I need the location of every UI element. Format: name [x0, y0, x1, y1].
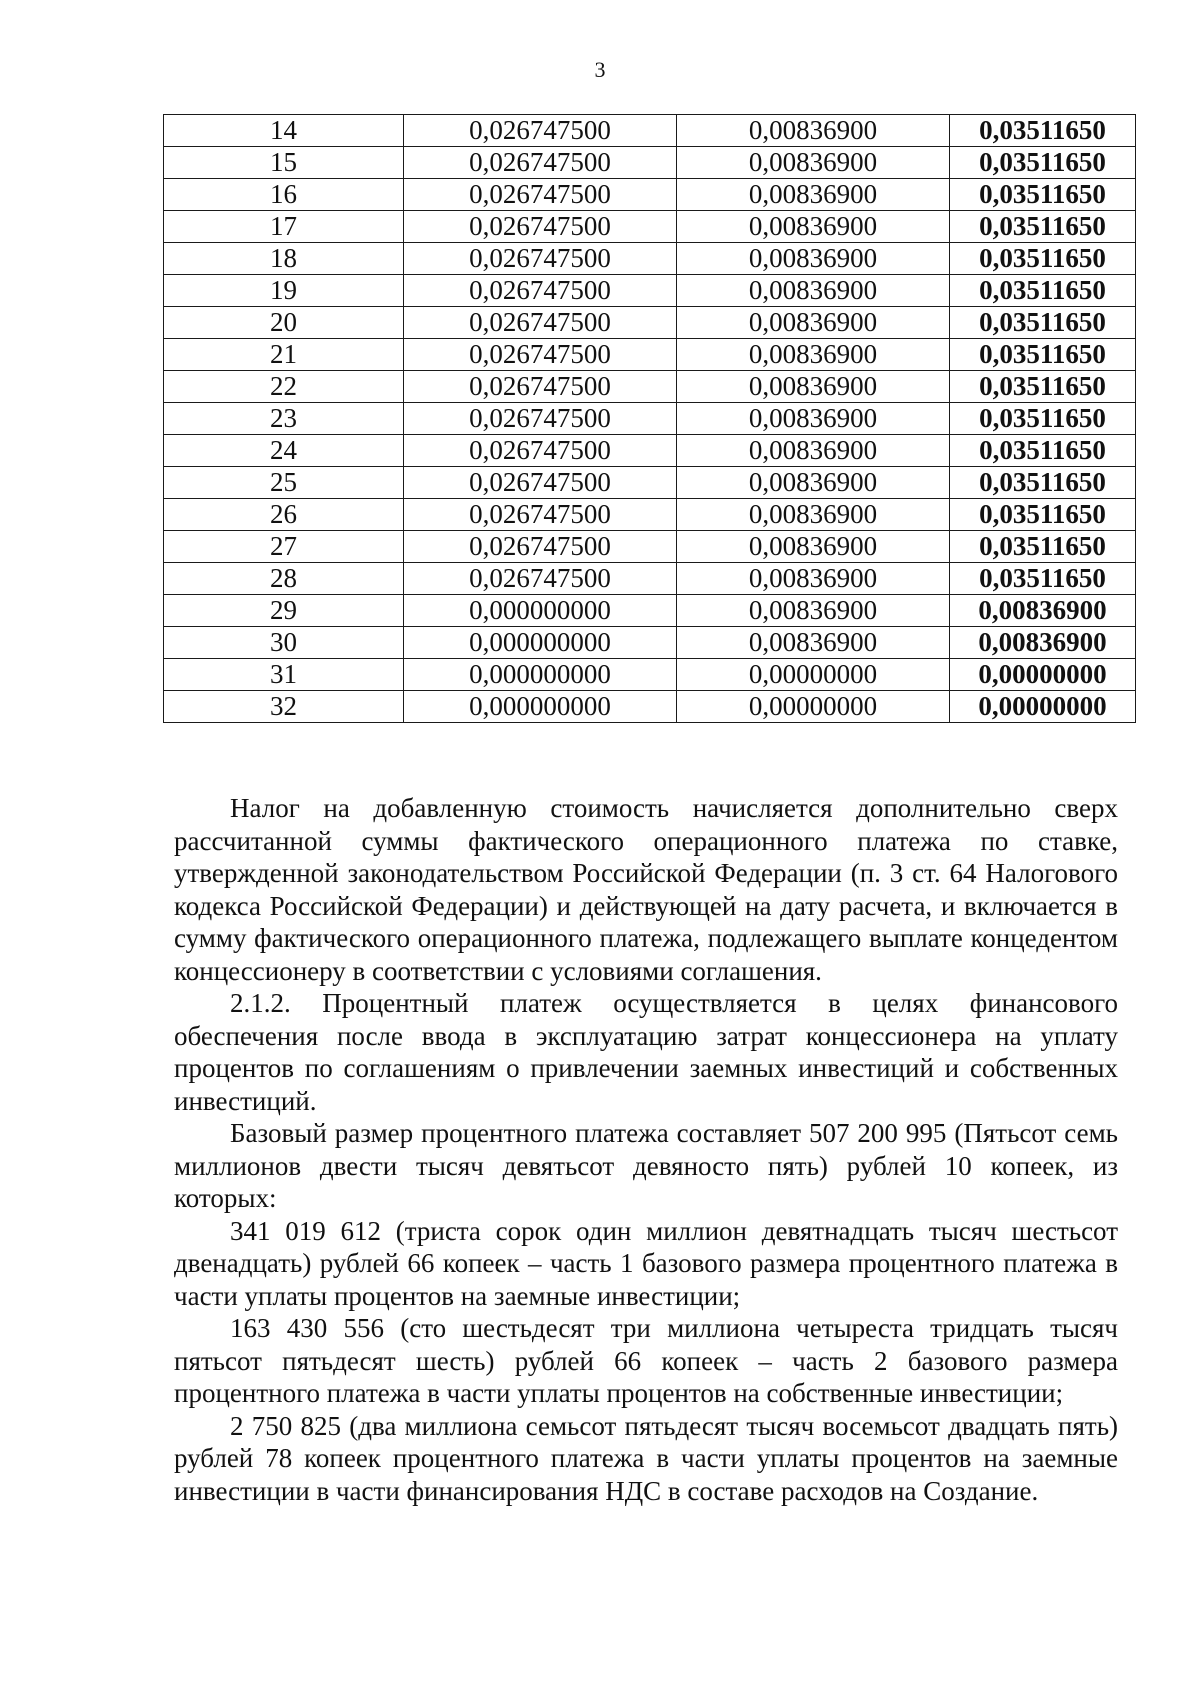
rate-a-cell: 0,026747500: [404, 467, 677, 499]
rate-b-cell: 0,00000000: [677, 659, 950, 691]
rate-total-cell: 0,03511650: [950, 531, 1136, 563]
rate-a-cell: 0,000000000: [404, 595, 677, 627]
rate-b-cell: 0,00836900: [677, 243, 950, 275]
rate-a-cell: 0,026747500: [404, 147, 677, 179]
paragraph-part-2: 163 430 556 (сто шестьдесят три миллиона четыреста тридцать тысяч пятьсот пятьдесят шесть) рублей 66 копеек – часть 2 базового размера процентного платежа в части уплаты процентов на собственные инвестиции;: [174, 1313, 1118, 1408]
period-number-cell: 14: [164, 115, 404, 147]
period-number-cell: 27: [164, 531, 404, 563]
rate-total-cell: 0,03511650: [950, 275, 1136, 307]
table-row: [164, 467, 1136, 499]
rate-total-cell: 0,03511650: [950, 147, 1136, 179]
table-row: [164, 499, 1136, 531]
rate-a-cell: 0,000000000: [404, 659, 677, 691]
rate-b-cell: 0,00836900: [677, 627, 950, 659]
page-number: 3: [594, 57, 606, 82]
period-number-cell: 29: [164, 595, 404, 627]
period-number-cell: 17: [164, 211, 404, 243]
payment-rates-table-body: [164, 115, 1136, 723]
rate-a-cell: 0,026747500: [404, 211, 677, 243]
period-number-cell: 24: [164, 435, 404, 467]
rate-a-cell: 0,026747500: [404, 275, 677, 307]
rate-b-cell: 0,00836900: [677, 595, 950, 627]
rate-b-cell: 0,00836900: [677, 179, 950, 211]
table-row: [164, 691, 1136, 723]
period-number-cell: 32: [164, 691, 404, 723]
rate-b-cell: 0,00836900: [677, 339, 950, 371]
rate-b-cell: 0,00836900: [677, 435, 950, 467]
rate-a-cell: 0,026747500: [404, 531, 677, 563]
rate-b-cell: 0,00836900: [677, 403, 950, 435]
paragraph-vat-financing: 2 750 825 (два миллиона семьсот пятьдесят тысяч восемьсот двадцать пять) рублей 78 копеек процентного платежа в части уплаты процентов на заемные инвестиции в части финансирования НДС в составе расходов на Создание.: [174, 1410, 1118, 1506]
rate-a-cell: 0,026747500: [404, 179, 677, 211]
paragraph-interest-payment: 2.1.2. Процентный платеж осуществляется в целях финансового обеспечения после ввода в эксплуатацию затрат концессионера на уплату процентов по соглашениям о привлечении заемных инвестиций и собственных инвестиций.: [174, 988, 1118, 1116]
rate-total-cell: 0,03511650: [950, 371, 1136, 403]
table-row: [164, 595, 1136, 627]
rate-total-cell: 0,00836900: [950, 627, 1136, 659]
rate-a-cell: 0,026747500: [404, 435, 677, 467]
rate-total-cell: 0,03511650: [950, 403, 1136, 435]
table-row: [164, 371, 1136, 403]
table-row: [164, 115, 1136, 147]
paragraph-base-amount: Базовый размер процентного платежа составляет 507 200 995 (Пятьсот семь миллионов двести тысяч девятьсот девяносто пять) рублей 10 копеек, из которых:: [174, 1118, 1118, 1213]
rate-total-cell: 0,03511650: [950, 435, 1136, 467]
table-row: [164, 403, 1136, 435]
rate-b-cell: 0,00836900: [677, 467, 950, 499]
period-number-cell: 16: [164, 179, 404, 211]
table-row: [164, 147, 1136, 179]
rate-total-cell: 0,03511650: [950, 211, 1136, 243]
period-number-cell: 25: [164, 467, 404, 499]
table-row: [164, 531, 1136, 563]
period-number-cell: 23: [164, 403, 404, 435]
period-number-cell: 22: [164, 371, 404, 403]
period-number-cell: 15: [164, 147, 404, 179]
period-number-cell: 28: [164, 563, 404, 595]
rate-total-cell: 0,00000000: [950, 691, 1136, 723]
period-number-cell: 26: [164, 499, 404, 531]
period-number-cell: 31: [164, 659, 404, 691]
rate-total-cell: 0,03511650: [950, 563, 1136, 595]
rate-total-cell: 0,03511650: [950, 243, 1136, 275]
rate-b-cell: 0,00836900: [677, 371, 950, 403]
rate-a-cell: 0,000000000: [404, 691, 677, 723]
rate-total-cell: 0,03511650: [950, 339, 1136, 371]
rate-a-cell: 0,026747500: [404, 403, 677, 435]
rate-total-cell: 0,00836900: [950, 595, 1136, 627]
rate-total-cell: 0,03511650: [950, 115, 1136, 147]
payment-rates-table: [163, 114, 1136, 723]
table-row: [164, 659, 1136, 691]
table-row: [164, 435, 1136, 467]
rate-b-cell: 0,00836900: [677, 499, 950, 531]
table-row: [164, 307, 1136, 339]
table-row: [164, 563, 1136, 595]
table-row: [164, 627, 1136, 659]
rate-b-cell: 0,00836900: [677, 211, 950, 243]
table-row: [164, 339, 1136, 371]
table-row: [164, 179, 1136, 211]
table-row: [164, 275, 1136, 307]
period-number-cell: 20: [164, 307, 404, 339]
paragraph-vat: Налог на добавленную стоимость начисляется дополнительно сверх рассчитанной суммы фактического операционного платежа по ставке, утвержденной законодательством Российской Федерации (п. 3 ст. 64 Налогового кодекса Российской Федерации) и действующей на дату расчета, и включается в сумму фактического операционного платежа, подлежащего выплате концедентом концессионеру в соответствии с условиями соглашения.: [174, 793, 1118, 986]
rate-a-cell: 0,026747500: [404, 499, 677, 531]
rate-total-cell: 0,03511650: [950, 179, 1136, 211]
table-row: [164, 211, 1136, 243]
rate-total-cell: 0,03511650: [950, 307, 1136, 339]
rate-b-cell: 0,00836900: [677, 147, 950, 179]
rate-a-cell: 0,026747500: [404, 339, 677, 371]
rate-b-cell: 0,00836900: [677, 531, 950, 563]
table-row: [164, 243, 1136, 275]
period-number-cell: 30: [164, 627, 404, 659]
rate-a-cell: 0,026747500: [404, 115, 677, 147]
rate-b-cell: 0,00836900: [677, 115, 950, 147]
rate-a-cell: 0,000000000: [404, 627, 677, 659]
rate-total-cell: 0,03511650: [950, 499, 1136, 531]
rate-b-cell: 0,00836900: [677, 307, 950, 339]
rate-a-cell: 0,026747500: [404, 371, 677, 403]
rate-b-cell: 0,00000000: [677, 691, 950, 723]
rate-a-cell: 0,026747500: [404, 563, 677, 595]
period-number-cell: 18: [164, 243, 404, 275]
document-body: [174, 792, 1118, 1507]
paragraph-part-1: 341 019 612 (триста сорок один миллион девятнадцать тысяч шестьсот двенадцать) рублей 66 копеек – часть 1 базового размера процентного платежа в части уплаты процентов на заемные инвестиции;: [174, 1215, 1118, 1311]
rate-total-cell: 0,00000000: [950, 659, 1136, 691]
rate-b-cell: 0,00836900: [677, 275, 950, 307]
period-number-cell: 21: [164, 339, 404, 371]
period-number-cell: 19: [164, 275, 404, 307]
rate-a-cell: 0,026747500: [404, 243, 677, 275]
rate-a-cell: 0,026747500: [404, 307, 677, 339]
rate-b-cell: 0,00836900: [677, 563, 950, 595]
rate-total-cell: 0,03511650: [950, 467, 1136, 499]
